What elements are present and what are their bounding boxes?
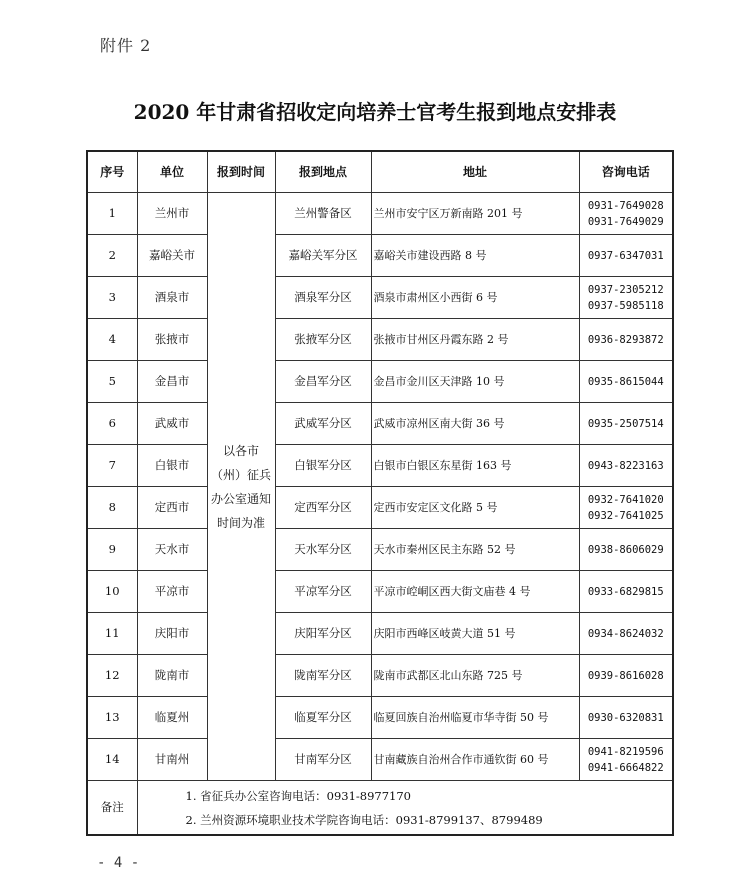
page-number: - 4 - (97, 855, 140, 871)
cell-place: 平凉军分区 (275, 571, 371, 613)
table-row (87, 529, 673, 571)
phone-number: 0934-8624032 (587, 627, 664, 640)
cell-place: 酒泉军分区 (275, 277, 371, 319)
cell-address: 甘南藏族自治州合作市通钦街 60 号 (371, 739, 579, 781)
cell-phone (579, 361, 673, 403)
phone-number: 0937-2305212 (587, 283, 664, 296)
cell-address: 临夏回族自治州临夏市华寺街 50 号 (371, 697, 579, 739)
note-line-1: 1. 省征兵办公室咨询电话：0931-8977170 (185, 788, 411, 803)
phone-number: 0931-7649029 (587, 215, 664, 228)
cell-address: 兰州市安宁区万新南路 201 号 (371, 193, 579, 235)
table-header-row (87, 151, 673, 193)
cell-phone (579, 277, 673, 319)
phone-number: 0938-8606029 (587, 543, 664, 556)
header-phone: 咨询电话 (579, 151, 673, 193)
notes-label: 备注 (87, 781, 137, 836)
cell-phone (579, 613, 673, 655)
phone-number: 0936-8293872 (587, 333, 664, 346)
cell-address: 酒泉市肃州区小西街 6 号 (371, 277, 579, 319)
cell-unit: 庆阳市 (137, 613, 207, 655)
table-row (87, 277, 673, 319)
phone-number: 0941-6664822 (587, 761, 664, 774)
cell-report-time: 以各市（州）征兵办公室通知时间为准 (207, 193, 275, 781)
cell-place: 白银军分区 (275, 445, 371, 487)
phone-number: 0939-8616028 (587, 669, 664, 682)
phone-number: 0937-5985118 (587, 299, 664, 312)
header-place: 报到地点 (275, 151, 371, 193)
cell-address: 平凉市崆峒区西大街文庙巷 4 号 (371, 571, 579, 613)
cell-address: 张掖市甘州区丹霞东路 2 号 (371, 319, 579, 361)
cell-no: 10 (87, 571, 137, 613)
cell-no: 2 (87, 235, 137, 277)
table-row (87, 403, 673, 445)
phone-number: 0935-8615044 (587, 375, 664, 388)
notes-row (87, 781, 673, 836)
cell-unit: 白银市 (137, 445, 207, 487)
table-body (87, 193, 673, 781)
cell-place: 天水军分区 (275, 529, 371, 571)
document-title: 2020 年甘肃省招收定向培养士官考生报到地点安排表 (133, 100, 617, 124)
cell-place: 陇南军分区 (275, 655, 371, 697)
phone-number: 0931-7649028 (587, 199, 664, 212)
cell-no: 3 (87, 277, 137, 319)
cell-unit: 平凉市 (137, 571, 207, 613)
cell-phone (579, 655, 673, 697)
cell-unit: 甘南州 (137, 739, 207, 781)
cell-no: 7 (87, 445, 137, 487)
header-no: 序号 (87, 151, 137, 193)
cell-phone (579, 403, 673, 445)
cell-phone (579, 571, 673, 613)
cell-phone (579, 319, 673, 361)
cell-no: 8 (87, 487, 137, 529)
cell-address: 武威市凉州区南大街 36 号 (371, 403, 579, 445)
header-time: 报到时间 (207, 151, 275, 193)
cell-no: 12 (87, 655, 137, 697)
table-row (87, 613, 673, 655)
cell-address: 嘉峪关市建设西路 8 号 (371, 235, 579, 277)
cell-unit: 酒泉市 (137, 277, 207, 319)
cell-phone (579, 739, 673, 781)
cell-unit: 天水市 (137, 529, 207, 571)
cell-no: 1 (87, 193, 137, 235)
cell-place: 张掖军分区 (275, 319, 371, 361)
phone-number: 0941-8219596 (587, 745, 664, 758)
cell-place: 定西军分区 (275, 487, 371, 529)
table-row (87, 697, 673, 739)
cell-place: 庆阳军分区 (275, 613, 371, 655)
notes-content (137, 781, 673, 836)
cell-unit: 张掖市 (137, 319, 207, 361)
report-location-table (86, 150, 674, 836)
cell-no: 9 (87, 529, 137, 571)
cell-address: 陇南市武都区北山东路 725 号 (371, 655, 579, 697)
cell-no: 11 (87, 613, 137, 655)
table-row (87, 655, 673, 697)
cell-unit: 兰州市 (137, 193, 207, 235)
phone-number: 0937-6347031 (587, 249, 664, 262)
cell-phone (579, 193, 673, 235)
cell-place: 武威军分区 (275, 403, 371, 445)
cell-phone (579, 235, 673, 277)
cell-unit: 武威市 (137, 403, 207, 445)
cell-address: 天水市秦州区民主东路 52 号 (371, 529, 579, 571)
cell-unit: 陇南市 (137, 655, 207, 697)
cell-address: 金昌市金川区天津路 10 号 (371, 361, 579, 403)
phone-number: 0932-7641025 (587, 509, 664, 522)
cell-no: 5 (87, 361, 137, 403)
cell-unit: 临夏州 (137, 697, 207, 739)
cell-unit: 嘉峪关市 (137, 235, 207, 277)
cell-unit: 定西市 (137, 487, 207, 529)
cell-place: 兰州警备区 (275, 193, 371, 235)
cell-no: 14 (87, 739, 137, 781)
phone-number: 0935-2507514 (587, 417, 664, 430)
cell-phone (579, 529, 673, 571)
table-row (87, 445, 673, 487)
table-row (87, 319, 673, 361)
attachment-label: 附件 2 (100, 36, 152, 55)
cell-phone (579, 697, 673, 739)
header-unit: 单位 (137, 151, 207, 193)
cell-no: 6 (87, 403, 137, 445)
cell-place: 临夏军分区 (275, 697, 371, 739)
cell-address: 定西市安定区文化路 5 号 (371, 487, 579, 529)
cell-unit: 金昌市 (137, 361, 207, 403)
phone-number: 0930-6320831 (587, 711, 664, 724)
cell-phone (579, 487, 673, 529)
header-address: 地址 (371, 151, 579, 193)
cell-address: 白银市白银区东星街 163 号 (371, 445, 579, 487)
cell-place: 嘉峪关军分区 (275, 235, 371, 277)
table-row (87, 193, 673, 235)
cell-no: 4 (87, 319, 137, 361)
cell-address: 庆阳市西峰区岐黄大道 51 号 (371, 613, 579, 655)
phone-number: 0943-8223163 (587, 459, 664, 472)
table-row (87, 487, 673, 529)
table-row (87, 739, 673, 781)
cell-place: 甘南军分区 (275, 739, 371, 781)
cell-phone (579, 445, 673, 487)
phone-number: 0932-7641020 (587, 493, 664, 506)
table-row (87, 361, 673, 403)
table-row (87, 571, 673, 613)
table-row (87, 235, 673, 277)
cell-no: 13 (87, 697, 137, 739)
note-line-2: 2. 兰州资源环境职业技术学院咨询电话：0931-8799137、8799489 (185, 812, 543, 827)
phone-number: 0933-6829815 (587, 585, 664, 598)
cell-place: 金昌军分区 (275, 361, 371, 403)
